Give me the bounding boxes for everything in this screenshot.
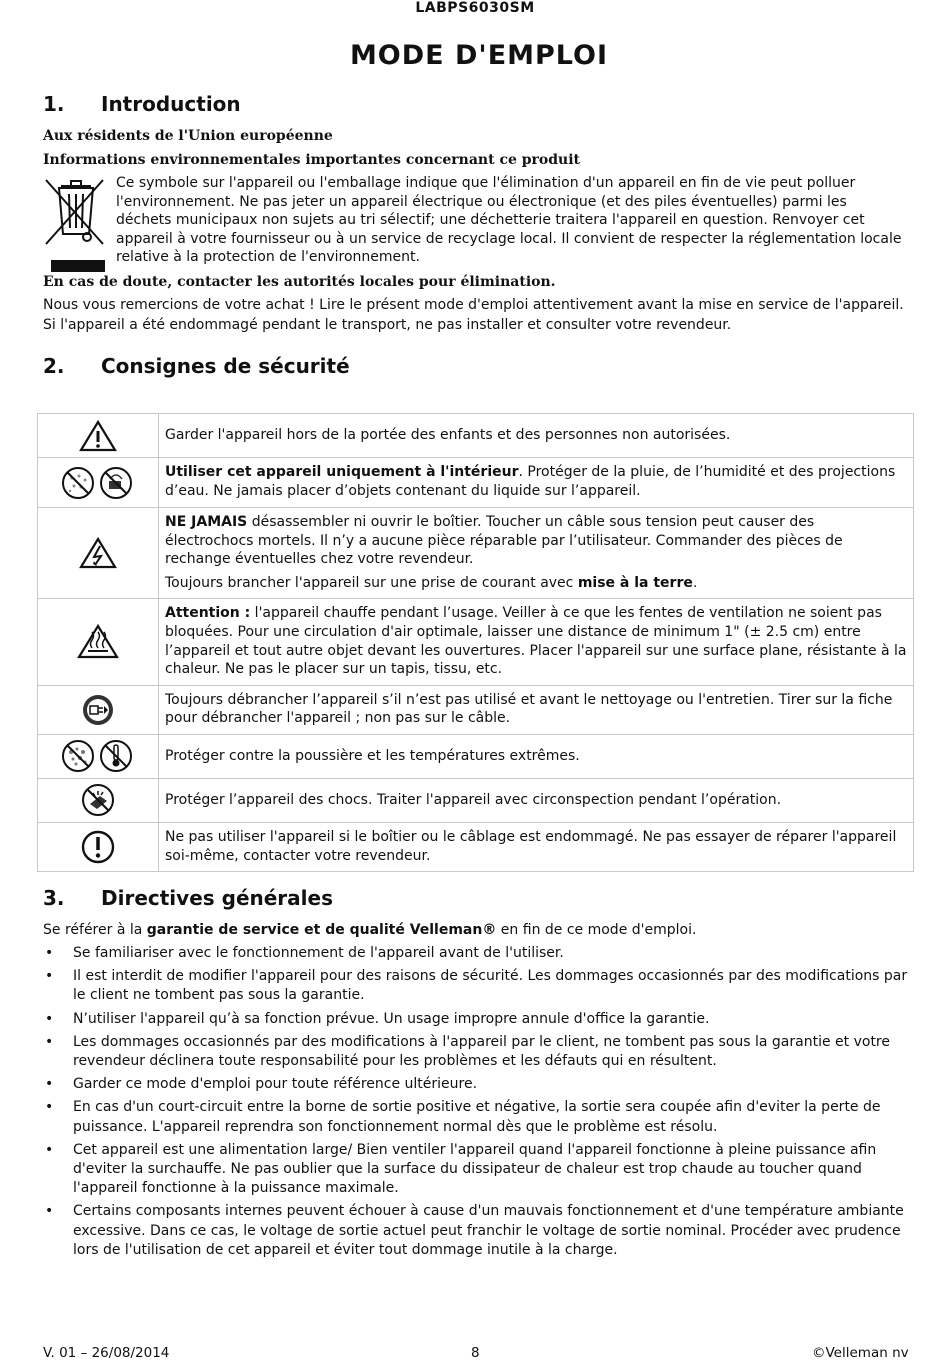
hot-surface-icon [76, 624, 120, 660]
table-row [38, 414, 914, 458]
body-text: en fin de ce mode d'emploi. [496, 922, 697, 938]
no-shock-icon [80, 782, 116, 818]
safety-text: Protéger contre la poussière et les températures extrêmes. [165, 747, 580, 764]
icon-cell [38, 414, 159, 458]
warning-triangle-icon [79, 420, 117, 452]
safety-text [165, 463, 907, 500]
emphasis: garantie de service et de qualité Velleman® [146, 922, 497, 938]
list-item: • N’utiliser l'appareil qu’à sa fonction prévue. Un usage impropre annule d'office la garantie. [43, 1010, 909, 1029]
safety-text: Protéger l’appareil des chocs. Traiter l'appareil avec circonspection pendant l’opération. [165, 791, 782, 808]
table-row [38, 685, 914, 734]
list-item: • Garder ce mode d'emploi pour toute référence ultérieure. [43, 1075, 909, 1094]
indoor-only-icon [58, 465, 138, 501]
icon-cell [38, 734, 159, 778]
safety-text: Garder l'appareil hors de la portée des enfants et des personnes non autorisées. [165, 426, 731, 443]
weee-bin-icon [43, 174, 109, 274]
safety-text [165, 604, 907, 678]
text-cell [159, 734, 914, 778]
text-cell [159, 599, 914, 685]
directives-intro [43, 921, 913, 940]
document-title: MODE D'EMPLOI [349, 40, 609, 71]
body-text: . [692, 574, 698, 591]
section-1-heading [43, 92, 241, 116]
footer-copyright: ©Velleman nv [812, 1345, 909, 1361]
list-item: • Il est interdit de modifier l'appareil pour des raisons de sécurité. Les dommages occasionnés par des modifications par le client ne tombent pas sous la garantie. [43, 967, 909, 1005]
table-row [38, 734, 914, 778]
text-cell [159, 414, 914, 458]
icon-cell [38, 822, 159, 871]
electric-shock-icon [79, 537, 117, 569]
safety-text: Toujours débrancher l’appareil s’il n’est pas utilisé et avant le nettoyage ou l'entretien. Tirer sur la fiche pour débrancher l'appareil ; non pas sur le câble. [165, 691, 893, 727]
text-cell [159, 778, 914, 822]
safety-text: Ne pas utiliser l'appareil si le boîtier ou le câblage est endommagé. Ne pas essayer de réparer l'appareil soi-même, contacter votre revendeur. [165, 828, 897, 864]
page-number: 8 [471, 1345, 480, 1361]
text-cell [159, 458, 914, 508]
table-row [38, 508, 914, 599]
body-text: désassembler ni ouvrir le boîtier. Toucher un câble sous tension peut causer des électrochocs mortels. Il n’y a aucune pièce réparable par l’utilisateur. Commander des pièces de rechange éventuelles chez votre revendeur. [165, 514, 843, 568]
text-cell [159, 822, 914, 871]
text-cell [159, 685, 914, 734]
section-3-heading [43, 886, 333, 910]
section-number: 3. [43, 886, 65, 910]
unplug-icon [81, 693, 115, 727]
list-item: • Certains composants internes peuvent échouer à cause d'un mauvais fonctionnement et d'une température ambiante excessive. Dans ce cas, le voltage de sortie actuel peut franchir le voltage de sortie nominal. Procéder avec prudence lors de l'utilisation de cet appareil et éviter tout dommage inutile à la charge. [43, 1202, 909, 1260]
footer-version: V. 01 – 26/08/2014 [43, 1345, 170, 1361]
section-number: 1. [43, 92, 65, 116]
weee-paragraph: Ce symbole sur l'appareil ou l'emballage indique que l'élimination d'un appareil en fin de vie peut polluer l'environnement. Ne pas jeter un appareil électrique ou électronique (et des piles éventuelles) parmi les déchets municipaux non sujets au tri sélectif; une déchetterie traitera l'appareil en question. Renvoyer cet appareil à votre fournisseur ou à un service de recyclage local. Il convient de respecter la réglementation locale relative à la protection de l'environnement. [116, 175, 902, 266]
emphasis: Attention : [165, 605, 251, 622]
doubt-notice: En cas de doute, contacter les autorités locales pour élimination. [43, 274, 556, 290]
safety-text [165, 574, 907, 593]
body-text: l'appareil chauffe pendant l’usage. Veiller à ce que les fentes de ventilation ne soient pas bloquées. Pour une circulation d'air optimale, laisser une distance de minimum 1" (± 2.5 cm) entre l’appareil et tout autre objet devant les ouvertures. Placer l'appareil sur une surface plane, résistante à la chaleur. Ne pas le placer sur un tapis, tissu, etc. [165, 605, 907, 678]
table-row [38, 778, 914, 822]
list-item: • Se familiariser avec le fonctionnement de l'appareil avant de l'utiliser. [43, 944, 909, 963]
list-item: • En cas d'un court-circuit entre la borne de sortie positive et négative, la sortie sera coupée afin d'eviter la perte de puissance. L'appareil reprendra son fonctionnement normal dès que le problème est résolu. [43, 1098, 909, 1136]
icon-cell [38, 458, 159, 508]
section-2-heading [43, 354, 350, 378]
list-item: • Cet appareil est une alimentation large/ Bien ventiler l'appareil quand l'appareil fonctionne à pleine puissance afin d'eviter la surchauffe. Ne pas oublier que la surface du dissipateur de chaleur est trop chaude au toucher quand l'appareil fonctionne à la puissance maximale. [43, 1141, 909, 1199]
body-text: . Protéger de la pluie, de l’humidité et des projections d’eau. Ne jamais placer d’objets contenant du liquide sur l’appareil. [165, 464, 896, 499]
section-title: Consignes de sécurité [101, 354, 350, 378]
exclamation-circle-icon [80, 829, 116, 865]
section-title: Directives générales [101, 886, 333, 910]
emphasis: Utiliser cet appareil uniquement à l'intérieur [165, 464, 519, 481]
environment-heading: Informations environnementales importantes concernant ce produit [43, 152, 581, 168]
text-cell [159, 508, 914, 599]
icon-cell [38, 599, 159, 685]
safety-text [165, 513, 907, 569]
directives-list [43, 944, 909, 1264]
table-row [38, 599, 914, 685]
table-row [38, 458, 914, 508]
eu-residents-heading: Aux résidents de l'Union européenne [43, 128, 333, 144]
body-text: Se référer à la [43, 922, 147, 938]
model-number: LABPS6030SM [415, 0, 535, 16]
icon-cell [38, 685, 159, 734]
safety-table [37, 413, 914, 872]
icon-cell [38, 508, 159, 599]
thanks-paragraph: Nous vous remercions de votre achat ! Lire le présent mode d'emploi attentivement avant la mise en service de l'appareil. Si l'appareil a été endommagé pendant le transport, ne pas installer et consulter votre revendeur. [43, 297, 904, 333]
section-title: Introduction [101, 92, 241, 116]
dust-temperature-icon [58, 738, 138, 774]
list-item: • Les dommages occasionnés par des modifications à l'appareil par le client, ne tombent pas sous la garantie et votre revendeur déclinera toute responsabilité pour les problèmes et les défauts qui en résultent. [43, 1033, 909, 1071]
body-text: Toujours brancher l'appareil sur une prise de courant avec [165, 574, 578, 591]
icon-cell [38, 778, 159, 822]
emphasis: mise à la terre [577, 574, 693, 591]
emphasis: NE JAMAIS [165, 514, 248, 530]
table-row [38, 822, 914, 871]
section-number: 2. [43, 354, 65, 378]
